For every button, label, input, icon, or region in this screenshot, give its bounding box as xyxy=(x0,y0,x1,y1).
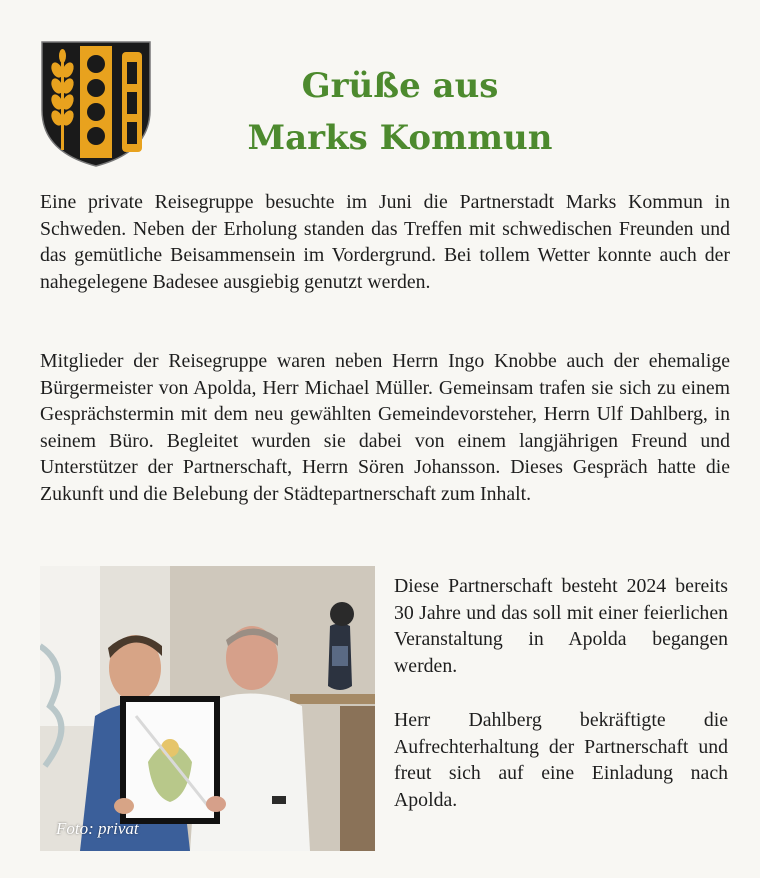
article-paragraph-4: Herr Dahlberg bekräftigte die Aufrechterhaltung der Partnerschaft und freut sich auf eine Einladung nach Apolda. xyxy=(394,709,728,811)
photo-credit: Foto: privat xyxy=(56,819,139,838)
photo-illustration xyxy=(40,566,375,851)
coat-of-arms-graphic xyxy=(40,40,152,168)
title-line-2: Marks Kommun xyxy=(247,118,553,158)
article-paragraph-3: Diese Partnerschaft besteht 2024 bereits 30 Jahre und das soll mit einer feierlichen Veranstaltung in Apolda begangen werden. xyxy=(394,575,728,677)
coat-of-arms xyxy=(40,40,152,168)
title-line-1: Grüße aus xyxy=(301,66,499,106)
article-paragraph-2: Mitglieder der Reisegruppe waren neben Herrn Ingo Knobbe auch der ehemalige Bürgermeister von Apolda, Herr Michael Müller. Gemeinsam trafen sie sich zu einem Gesprächstermin mit dem neu gewählten Gemeindevorsteher, Herrn Ulf Dahlberg, in seinem Büro. Begleitet wurden sie dabei von einem langjährigen Freund und Unterstützer der Partnerschaft, Herrn Sören Johansson. Dieses Gespräch hatte die Zukunft und die Belebung der Städtepartnerschaft zum Inhalt. xyxy=(40,350,730,505)
page-title xyxy=(200,60,600,164)
article-paragraph-1: Eine private Reisegruppe besuchte im Juni die Partnerstadt Marks Kommun in Schweden. Neben der Erholung standen das Treffen mit schwedischen Freunden und das gemütliche Beisammensein im Vordergrund. Bei tollem Wetter konnte auch der nahegelegene Badesee ausgiebig genutzt werden. xyxy=(40,191,730,293)
article-photo xyxy=(40,566,375,851)
